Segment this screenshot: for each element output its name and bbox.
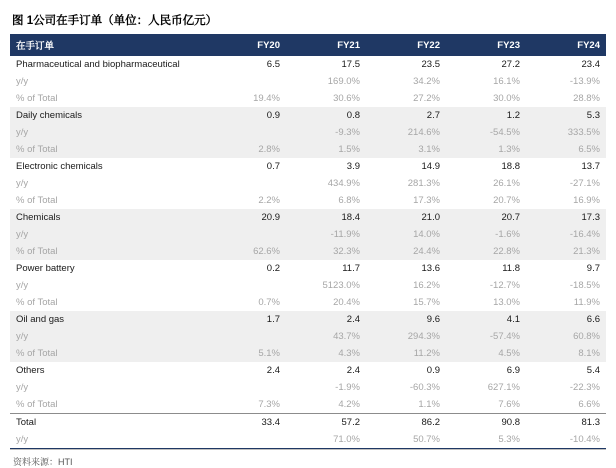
cell-value: 62.6% xyxy=(206,243,286,260)
table-row xyxy=(10,175,606,192)
cell-value xyxy=(206,226,286,243)
cell-value: -60.3% xyxy=(409,382,440,393)
row-label: y/y xyxy=(16,280,29,291)
table-row xyxy=(10,294,606,311)
cell-value: 0.7% xyxy=(258,297,280,308)
row-label: y/y xyxy=(16,76,29,87)
row-label: y/y xyxy=(16,178,29,189)
cell-value: 16.2% xyxy=(413,280,440,291)
cell-value: 0.9 xyxy=(206,107,286,124)
cell-value: 14.9 xyxy=(421,161,440,172)
table-row xyxy=(10,362,606,379)
cell-value: 23.4 xyxy=(581,59,600,70)
cell-value: 2.8% xyxy=(206,141,286,158)
cell-value: 3.9 xyxy=(346,161,360,172)
table-header xyxy=(10,34,606,56)
cell-value: 1.1% xyxy=(418,399,440,410)
cell-value xyxy=(206,431,286,449)
cell-value: -12.7% xyxy=(489,280,520,291)
cell-value: 33.4 xyxy=(206,414,286,432)
cell-value: 23.5 xyxy=(421,59,440,70)
cell-value: 17.3% xyxy=(413,195,440,206)
cell-value: 6.9 xyxy=(506,365,520,376)
cell-value: 14.0% xyxy=(366,226,446,243)
row-label: % of Total xyxy=(16,399,58,410)
cell-value xyxy=(206,277,286,294)
cell-value: 90.8 xyxy=(446,414,526,432)
cell-value: 0.2 xyxy=(266,263,280,274)
cell-value: 214.6% xyxy=(366,124,446,141)
cell-value: 0.9 xyxy=(426,365,440,376)
cell-value xyxy=(206,124,286,141)
table-row xyxy=(10,243,606,260)
cell-value: 7.3% xyxy=(258,399,280,410)
cell-value: 20.4% xyxy=(333,297,360,308)
cell-value: 13.7 xyxy=(581,161,600,172)
table-row xyxy=(10,260,606,277)
row-label: Power battery xyxy=(16,263,75,274)
table-row xyxy=(10,124,606,141)
cell-value: 17.5 xyxy=(341,59,360,70)
cell-value: 26.1% xyxy=(493,178,520,189)
cell-value: 20.7% xyxy=(493,195,520,206)
cell-value: 11.7 xyxy=(342,263,360,274)
cell-value: 19.4% xyxy=(253,93,280,104)
cell-value: 27.2% xyxy=(413,93,440,104)
cell-value: 2.2% xyxy=(258,195,280,206)
cell-value: 32.3% xyxy=(286,243,366,260)
cell-value: 2.7 xyxy=(366,107,446,124)
cell-value: 5.3 xyxy=(526,107,606,124)
cell-value: 0.7 xyxy=(266,161,280,172)
cell-value: 17.3 xyxy=(526,209,606,226)
cell-value: 434.9% xyxy=(327,178,360,189)
table-row xyxy=(10,90,606,107)
table-header-row xyxy=(10,34,606,56)
table-row xyxy=(10,396,606,414)
table-row xyxy=(10,209,606,226)
row-label: Chemicals xyxy=(10,209,206,226)
row-label: Pharmaceutical and biopharmaceutical xyxy=(16,59,180,70)
cell-value: -16.4% xyxy=(526,226,606,243)
cell-value: 21.0 xyxy=(366,209,446,226)
cell-value: 30.0% xyxy=(493,93,520,104)
cell-value: 50.7% xyxy=(366,431,446,449)
cell-value: 6.6% xyxy=(578,399,600,410)
column-header-3: FY22 xyxy=(366,34,446,56)
row-label: y/y xyxy=(10,328,206,345)
column-header-2: FY21 xyxy=(286,34,366,56)
column-header-0: 在手订单 xyxy=(10,34,206,56)
cell-value: 13.0% xyxy=(493,297,520,308)
row-label: y/y xyxy=(10,226,206,243)
source-note: 资料来源：HTI xyxy=(13,457,73,467)
cell-value xyxy=(206,379,286,396)
cell-value: 4.1 xyxy=(446,311,526,328)
cell-value: 4.3% xyxy=(286,345,366,362)
row-label: Others xyxy=(16,365,45,376)
table-body xyxy=(10,56,606,449)
row-label: % of Total xyxy=(16,195,58,206)
cell-value: 0.8 xyxy=(286,107,366,124)
row-label: Total xyxy=(10,414,206,432)
cell-value: 7.6% xyxy=(498,399,520,410)
cell-value: 27.2 xyxy=(501,59,520,70)
cell-value: 1.7 xyxy=(206,311,286,328)
cell-value: 11.8 xyxy=(502,263,520,274)
cell-value: 2.4 xyxy=(346,365,360,376)
table-row xyxy=(10,158,606,175)
row-label: Oil and gas xyxy=(10,311,206,328)
table-row xyxy=(10,431,606,449)
cell-value: 86.2 xyxy=(366,414,446,432)
cell-value: 30.6% xyxy=(333,93,360,104)
cell-value: 5.1% xyxy=(206,345,286,362)
cell-value: 6.5 xyxy=(266,59,280,70)
cell-value: 5123.0% xyxy=(322,280,360,291)
table-row xyxy=(10,328,606,345)
cell-value: 6.6 xyxy=(526,311,606,328)
cell-value: 5.4 xyxy=(586,365,600,376)
table-row xyxy=(10,56,606,73)
cell-value: -18.5% xyxy=(569,280,600,291)
cell-value: -57.4% xyxy=(446,328,526,345)
cell-value: 81.3 xyxy=(526,414,606,432)
cell-value: 18.4 xyxy=(286,209,366,226)
cell-value: -1.6% xyxy=(446,226,526,243)
cell-value: 11.9% xyxy=(573,297,600,308)
cell-value: 2.4 xyxy=(266,365,280,376)
cell-value: 3.1% xyxy=(366,141,446,158)
cell-value: 16.1% xyxy=(493,76,520,87)
cell-value: 627.1% xyxy=(487,382,520,393)
row-label: y/y xyxy=(10,124,206,141)
table-row xyxy=(10,226,606,243)
column-header-1: FY20 xyxy=(206,34,286,56)
cell-value: 13.6 xyxy=(421,263,440,274)
column-header-5: FY24 xyxy=(526,34,606,56)
cell-value xyxy=(206,328,286,345)
cell-value: 57.2 xyxy=(286,414,366,432)
table-row xyxy=(10,311,606,328)
cell-value: 9.6 xyxy=(366,311,446,328)
cell-value: 5.3% xyxy=(446,431,526,449)
row-label: % of Total xyxy=(10,345,206,362)
cell-value: 28.8% xyxy=(573,93,600,104)
cell-value: 22.8% xyxy=(446,243,526,260)
cell-value: 9.7 xyxy=(586,263,600,274)
table-row xyxy=(10,192,606,209)
row-label: % of Total xyxy=(10,141,206,158)
row-label: y/y xyxy=(10,431,206,449)
cell-value: 20.9 xyxy=(206,209,286,226)
cell-value: -10.4% xyxy=(526,431,606,449)
cell-value: -9.3% xyxy=(286,124,366,141)
cell-value xyxy=(206,73,286,90)
cell-value: 294.3% xyxy=(366,328,446,345)
cell-value: -11.9% xyxy=(286,226,366,243)
cell-value: 1.2 xyxy=(446,107,526,124)
cell-value: -54.5% xyxy=(446,124,526,141)
cell-value: 18.8 xyxy=(501,161,520,172)
cell-value: 71.0% xyxy=(286,431,366,449)
cell-value: 4.5% xyxy=(446,345,526,362)
cell-value: 15.7% xyxy=(413,297,440,308)
cell-value: 6.8% xyxy=(338,195,360,206)
order-backlog-table xyxy=(10,34,606,449)
cell-value: 2.4 xyxy=(286,311,366,328)
row-label: % of Total xyxy=(10,243,206,260)
table-row xyxy=(10,107,606,124)
table-row xyxy=(10,414,606,432)
table-row xyxy=(10,277,606,294)
cell-value: 1.5% xyxy=(286,141,366,158)
cell-value: 281.3% xyxy=(407,178,440,189)
cell-value xyxy=(206,175,286,192)
cell-value: 169.0% xyxy=(327,76,360,87)
row-label: Electronic chemicals xyxy=(16,161,103,172)
row-label: Daily chemicals xyxy=(10,107,206,124)
row-label: % of Total xyxy=(16,93,58,104)
cell-value: 6.5% xyxy=(526,141,606,158)
table-row xyxy=(10,345,606,362)
cell-value: 24.4% xyxy=(366,243,446,260)
table-row xyxy=(10,141,606,158)
column-header-4: FY23 xyxy=(446,34,526,56)
cell-value: 43.7% xyxy=(286,328,366,345)
cell-value: -1.9% xyxy=(335,382,360,393)
cell-value: -13.9% xyxy=(569,76,600,87)
cell-value: 8.1% xyxy=(526,345,606,362)
row-label: % of Total xyxy=(16,297,58,308)
cell-value: 1.3% xyxy=(446,141,526,158)
table-row xyxy=(10,73,606,90)
cell-value: 60.8% xyxy=(526,328,606,345)
row-label: y/y xyxy=(16,382,29,393)
cell-value: 4.2% xyxy=(338,399,360,410)
cell-value: 333.5% xyxy=(526,124,606,141)
cell-value: 34.2% xyxy=(413,76,440,87)
cell-value: -27.1% xyxy=(569,178,600,189)
cell-value: -22.3% xyxy=(569,382,600,393)
table-row xyxy=(10,379,606,396)
cell-value: 21.3% xyxy=(526,243,606,260)
figure-title: 图 1公司在手订单（单位：人民币亿元） xyxy=(12,15,218,27)
cell-value: 16.9% xyxy=(573,195,600,206)
cell-value: 20.7 xyxy=(446,209,526,226)
cell-value: 11.2% xyxy=(366,345,446,362)
